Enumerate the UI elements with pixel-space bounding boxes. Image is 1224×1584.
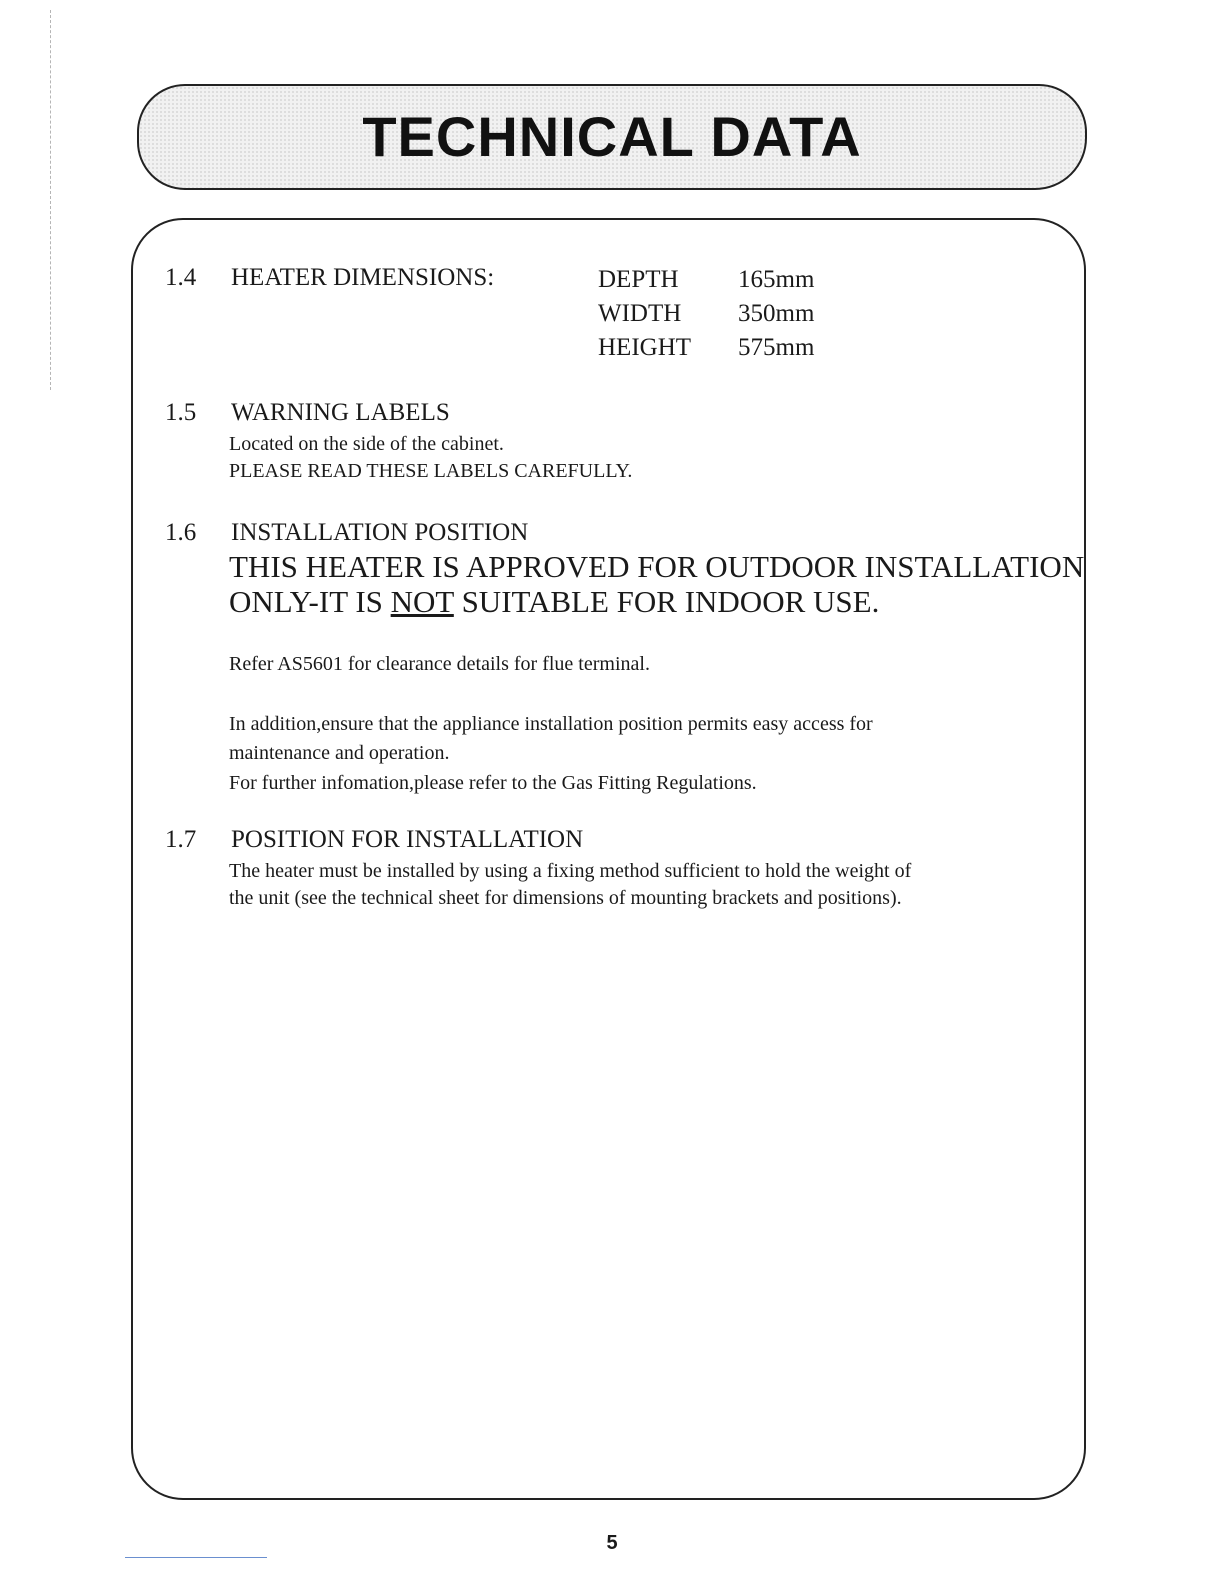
dimension-label-depth: DEPTH bbox=[598, 266, 679, 293]
notice-prefix: ONLY-IT IS bbox=[229, 584, 391, 619]
section-heading-warning: WARNING LABELS bbox=[231, 399, 450, 426]
section-heading-position-for-installation: POSITION FOR INSTALLATION bbox=[231, 826, 584, 853]
dimension-value-depth: 165mm bbox=[738, 266, 815, 293]
clearance-reference-text: Refer AS5601 for clearance details for flue terminal. bbox=[229, 653, 650, 675]
section-number-1-5: 1.5 bbox=[165, 399, 197, 426]
section-heading-dimensions: HEATER DIMENSIONS: bbox=[231, 264, 495, 291]
section-number-1-4: 1.4 bbox=[165, 264, 197, 291]
access-text-line-1: In addition,ensure that the appliance installation position permits easy access for bbox=[229, 713, 873, 735]
outdoor-notice-line-2 bbox=[229, 585, 879, 619]
dimension-label-width: WIDTH bbox=[598, 300, 682, 327]
notice-suffix: SUITABLE FOR INDOOR USE. bbox=[453, 584, 880, 619]
warning-location-text: Located on the side of the cabinet. bbox=[229, 433, 504, 455]
dimension-value-height: 575mm bbox=[738, 334, 815, 361]
page-number: 5 bbox=[606, 1532, 618, 1554]
dimension-label-height: HEIGHT bbox=[598, 334, 692, 361]
warning-read-text: PLEASE READ THESE LABELS CAREFULLY. bbox=[229, 460, 633, 482]
outdoor-notice-line-1: THIS HEATER IS APPROVED FOR OUTDOOR INSTALLATION bbox=[229, 549, 1085, 584]
bottom-rule bbox=[125, 1557, 267, 1558]
scan-edge-mark bbox=[50, 10, 51, 390]
notice-emphasis-not: NOT bbox=[390, 584, 454, 619]
section-number-1-7: 1.7 bbox=[165, 826, 197, 853]
title-banner bbox=[137, 84, 1087, 190]
fixing-method-text-line-1: The heater must be installed by using a fixing method sufficient to hold the weight of bbox=[229, 860, 912, 882]
dimension-value-width: 350mm bbox=[738, 300, 815, 327]
section-heading-installation-position: INSTALLATION POSITION bbox=[231, 519, 529, 546]
page-title: TECHNICAL DATA bbox=[362, 105, 862, 168]
access-text-line-2: maintenance and operation. bbox=[229, 742, 450, 764]
regulations-reference-text: For further infomation,please refer to the Gas Fitting Regulations. bbox=[229, 772, 757, 794]
fixing-method-text-line-2: the unit (see the technical sheet for dimensions of mounting brackets and positions). bbox=[229, 887, 902, 909]
section-number-1-6: 1.6 bbox=[165, 519, 197, 546]
